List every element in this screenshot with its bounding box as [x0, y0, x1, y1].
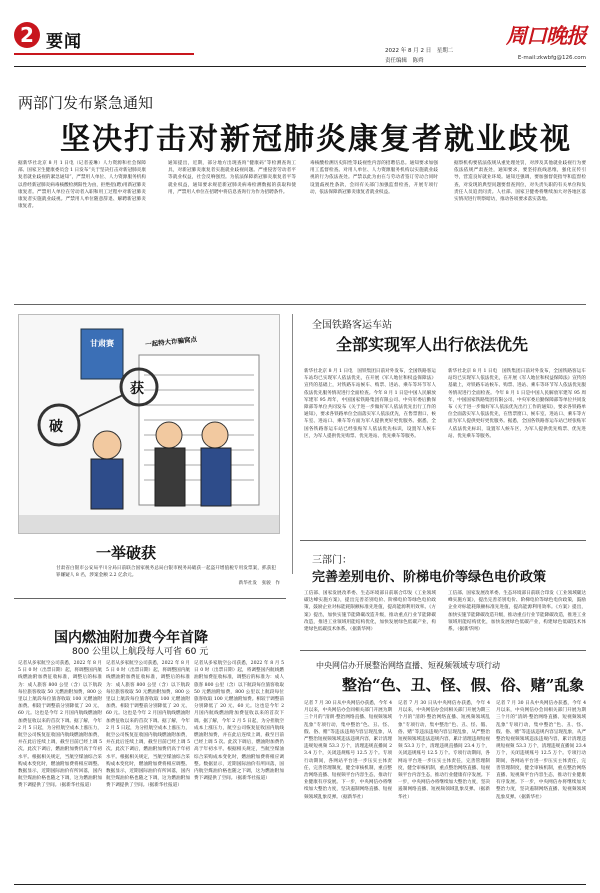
- lead-column-4: 据察机构要依法依规从重处理处罚，对涉及其他就业歧视行为要依法依规严肃查处，通知要求，要坚持底线思维，强化宣传引导，营造良好就业环境。通知还强调，要加强督促指导和监督检查，对发现的典型问题要督查到位，对失责失职的有关单位和负责任人员追责问责。人社部、国家卫健委将继续加大对各地区落实情况进行明察暗访，推动各项要求落实落地。: [454, 161, 586, 203]
- fuel-column-3: 记者从多家航空公司获悉，2022 年 8 月 5 日 0 时（出票日期）起，将调整国内航线燃油附加费征收标准，调整后的标准为：成人旅客 800 公里（含）以下航段每位旅客收取 50 元燃油附加费，800 公里以上航段每位旅客收取 100 元燃油附加费。相较于调整前分别降低了 20 元、60 元。这也是今年 2 月国内航线燃油附加费征收以来的首次下调。据了解，今年 2 月 5 日起，为分担航空成本上涨压力，航空公司恢复征收国内航线燃油附加费，并在此后连续上调，截至目前已经上调 5 次。此次下调后，燃油附加费仍高于年初水平。根据相关规定，当航空煤油综合采购成本变化时，燃油附加费将相应调整。数据显示，近期国际油价有所回落，国内航空煤油价格也随之下调，这为燃油附加费下调提供了空间。（据新华社报道）: [194, 661, 284, 782]
- fuel-column-2: 记者从多家航空公司获悉，2022 年 8 月 5 日 0 时（出票日期）起，将调整国内航线燃油附加费征收标准，调整后的标准为：成人旅客 800 公里（含）以下航段每位旅客收取 50 元燃油附加费，800 公里以上航段每位旅客收取 100 元燃油附加费。相较于调整前分别降低了 20 元、60 元。这也是今年 2 月国内航线燃油附加费征收以来的首次下调。据了解，今年 2 月 5 日起，为分担航空成本上涨压力，航空公司恢复征收国内航线燃油附加费，并在此后连续上调，截至目前已经上调 5 次。此次下调后，燃油附加费仍高于年初水平。根据相关规定，当航空煤油综合采购成本变化时，燃油附加费将相应调整。数据显示，近期国际油价有所回落，国内航空煤油价格也随之下调，这为燃油附加费下调提供了空间。（据新华社报道）: [106, 661, 190, 789]
- lead-column-2: 通知提出，近期，部分地方出现查询“健康码”等检测查询工具，对新冠肺炎康复者实施就业歧视问题。严重侵害劳动者平等就业权益，社会反响强烈。为依法保障新冠肺炎康复者平等就业权益，通知要求规范新冠肺炎病毒检测数据的获取和使用，严禁用人单位在招聘中将信息查询行为作为招聘条件。: [168, 161, 296, 195]
- power-headline: 完善差别电价、阶梯电价等绿色电价政策: [312, 570, 547, 585]
- cyber-column-2: 记者 7 月 30 日从中央网信办获悉，今年 4 月以来，中央网信办会同相关部门开展为期三个月的“清朗·整治网络直播、短视频领域乱象”专项行动，集中整治“色、丑、怪、假、俗、赌”等违法违规内容呈现乱象，从严整治短视频领域违法违规内容，累计清理违规短视频 53.3 万个，清理违规直播间 23.4 万个，关闭违规账号 12.5 万个。专项行动期间，各网站平台进一步压实主体责任，完善管理制度，健全审核机制，重点整治网络直播、短视频平台内容生态，推动行业健康有序发展。下一步，中央网信办将继续加大整治力度，坚决遏制网络直播、短视频领域乱象反弹。（据新华社）: [398, 701, 490, 800]
- power-kicker: 三部门：: [312, 555, 352, 566]
- cartoon-ring-right: 获: [130, 381, 144, 397]
- fuel-column-1: 记者从多家航空公司获悉，2022 年 8 月 5 日 0 时（出票日期）起，将调整国内航线燃油附加费征收标准，调整后的标准为：成人旅客 800 公里（含）以下航段每位旅客收取 50 元燃油附加费，800 公里以上航段每位旅客收取 100 元燃油附加费。相较于调整前分别降低了 20 元、60 元。这也是今年 2 月国内航线燃油附加费征收以来的首次下调。据了解，今年 2 月 5 日起，为分担航空成本上涨压力，航空公司恢复征收国内航线燃油附加费，并在此后连续上调，截至目前已经上调 5 次。此次下调后，燃油附加费仍高于年初水平。根据相关规定，当航空煤油综合采购成本变化时，燃油附加费将相应调整。数据显示，近期国际油价有所回落，国内航空煤油价格也随之下调，这为燃油附加费下调提供了空间。（据新华社报道）: [18, 661, 102, 789]
- footer-rule: [14, 884, 586, 885]
- fuel-subhead: 800 公里以上航段每人可省 60 元: [72, 647, 209, 657]
- lead-column-1: 据新华社北京 8 月 1 日电（记者姜琳）人力资源和社会保障部、国家卫生健康委员会 1 日发布“关于坚决打击对新冠肺炎康复者就业歧视的紧急通知”，严禁用人单位、人力资源服务机构以曾经新冠肺炎病毒核酸检测阳性为由，拒绝招(聘)用新冠肺炎康复者。严禁用人单位在劳动者入职和用工过程中对新冠肺炎康复者实施就业歧视。严禁用人单位随意辞退、解聘新冠肺炎康复者。: [18, 161, 146, 210]
- rail-headline: 全部实现军人出行依法优先: [336, 335, 529, 354]
- newspaper-logo: 周口晚报: [506, 23, 586, 48]
- page-number-badge: 2: [14, 22, 40, 48]
- cyber-kicker: 中央网信办开展整治网络直播、短视频领域专项行动: [316, 661, 500, 670]
- contact-email: E-mail:zkwbfg@126.com: [517, 55, 586, 61]
- cartoon-illustration: [18, 314, 280, 534]
- issue-date: 2022 年 8 月 2 日 星期二: [385, 48, 454, 54]
- power-column-2: 工信部、国家发展改革委、生态环境部日前联合印发《工业领域碳达峰实施方案》，提出完善差别电价、阶梯电价等绿色电价政策，鼓励企业对标能耗限额标准先进值，提高能源利用效率。《方案》提出，加快实施节能降碳改造升级，推动重点行业节能降碳改造，推进工业领域用能结构优化，加快发展绿色低碳产业，构建绿色低碳技术体系。（据新华网）: [448, 591, 586, 633]
- column-divider: [292, 314, 293, 574]
- cartoon-sign-blue: 甘肃赛: [90, 339, 114, 348]
- power-column-1: 工信部、国家发展改革委、生态环境部日前联合印发《工业领域碳达峰实施方案》，提出完善差别电价、阶梯电价等绿色电价政策，鼓励企业对标能耗限额标准先进值，提高能源利用效率。《方案》提出，加快实施节能降碳改造升级，推动重点行业节能降碳改造，推进工业领域用能结构优化，加快发展绿色低碳产业，构建绿色低碳技术体系。（据新华网）: [304, 591, 436, 633]
- lead-bottom-rule: [14, 304, 586, 305]
- lead-kicker: 两部门发布紧急通知: [18, 94, 154, 112]
- header-accent-rule: [14, 53, 194, 55]
- cartoon-sign-paper: 一起特大诈骗窝点: [144, 335, 198, 349]
- cyber-headline: 整治“色、丑、怪、假、俗、赌”乱象: [342, 676, 585, 694]
- cartoon-caption: 甘肃省白银市公安局平川分局日前联合国家税务总局白银市税务局破获一起盗开增值税专用发票案，抓获犯罪嫌疑人 8 名，涉案金额 2.2 亿余元。: [56, 566, 276, 579]
- cyber-column-3: 记者 7 月 30 日从中央网信办获悉，今年 4 月以来，中央网信办会同相关部门开展为期三个月的“清朗·整治网络直播、短视频领域乱象”专项行动，集中整治“色、丑、怪、假、俗、赌”等违法违规内容呈现乱象，从严整治短视频领域违法违规内容，累计清理违规短视频 53.3 万个，清理违规直播间 23.4 万个，关闭违规账号 12.5 万个。专项行动期间，各网站平台进一步压实主体责任，完善管理制度，健全审核机制，重点整治网络直播、短视频平台内容生态，推动行业健康有序发展。下一步，中央网信办将继续加大整治力度，坚决遏制网络直播、短视频领域乱象反弹。（据新华社）: [496, 701, 586, 800]
- power-bottom-rule: [300, 650, 586, 651]
- cyber-column-1: 记者 7 月 30 日从中央网信办获悉，今年 4 月以来，中央网信办会同相关部门开展为期三个月的“清朗·整治网络直播、短视频领域乱象”专项行动，集中整治“色、丑、怪、假、俗、赌”等违法违规内容呈现乱象，从严整治短视频领域违法违规内容，累计清理违规短视频 53.3 万个，清理违规直播间 23.4 万个，关闭违规账号 12.5 万个。专项行动期间，各网站平台进一步压实主体责任，完善管理制度，健全审核机制，重点整治网络直播、短视频平台内容生态，推动行业健康有序发展。下一步，中央网信办将继续加大整治力度，坚决遏制网络直播、短视频领域乱象反弹。（据新华社）: [304, 701, 392, 800]
- fuel-top-rule: [14, 598, 286, 599]
- header-rule: [14, 66, 586, 67]
- fuel-headline: 国内燃油附加费今年首降: [54, 630, 208, 646]
- cartoon-title: 一举破获: [96, 544, 157, 562]
- lead-column-3: 毒核酸检测历史阳性等歧视性内容的招聘信息。通知要求加强用工监督检查。对用人单位、人力资源服务机构以实施就业歧视的行为依法查处。严禁以此为由在与劳动者签订劳动合同时设置歧视性条款，会同有关部门加强监督检查，开展专项行动，依法保障新冠肺炎康复者就业权益。: [310, 161, 438, 195]
- rail-bottom-rule: [300, 540, 586, 541]
- rail-kicker: 全国铁路客运车站: [312, 320, 392, 331]
- cartoon-credit: 新华社发 张骏 作: [238, 581, 280, 586]
- section-title: 要闻: [46, 32, 82, 52]
- cartoon-ring-left: 破: [49, 419, 63, 435]
- rail-column-1: 新华社北京 8 月 1 日电 国铁集团日前对外发布，全国铁路客运车站均已实现军人依法优先，在开展《军人地位和权益保障法》宣传的基础上，对铁路车站候车、购票、进站、乘车等环节军人依法优先服务情况进行全面检查。今年 8 月 1 日是中国人民解放军建军 95 周年，中国国家铁路集团有限公司、中央军委后勤保障部等单位共同发布《关于进一步做好军人依法优先出行工作的通知》，要求各铁路单位全面落实军人依法优先，在售票窗口、候车室、进站口、乘车等方面为军人提供更好更优服务。据悉，全国各铁路客运车站已经张贴军人依法优先标识，设置军人候车区，为军人提供优先购票、优先进站、优先乘车等服务。: [304, 369, 436, 439]
- editor-credit: 责任编辑 陈舜: [385, 58, 424, 64]
- lead-headline: 坚决打击对新冠肺炎康复者就业歧视: [60, 122, 572, 157]
- rail-column-2: 新华社北京 8 月 1 日电 国铁集团日前对外发布，全国铁路客运车站均已实现军人依法优先，在开展《军人地位和权益保障法》宣传的基础上，对铁路车站候车、购票、进站、乘车等环节军人依法优先服务情况进行全面检查。今年 8 月 1 日是中国人民解放军建军 95 周年，中国国家铁路集团有限公司、中央军委后勤保障部等单位共同发布《关于进一步做好军人依法优先出行工作的通知》，要求各铁路单位全面落实军人依法优先，在售票窗口、候车室、进站口、乘车等方面为军人提供更好更优服务。据悉，全国各铁路客运车站已经张贴军人依法优先标识，设置军人候车区，为军人提供优先购票、优先进站、优先乘车等服务。: [448, 369, 586, 439]
